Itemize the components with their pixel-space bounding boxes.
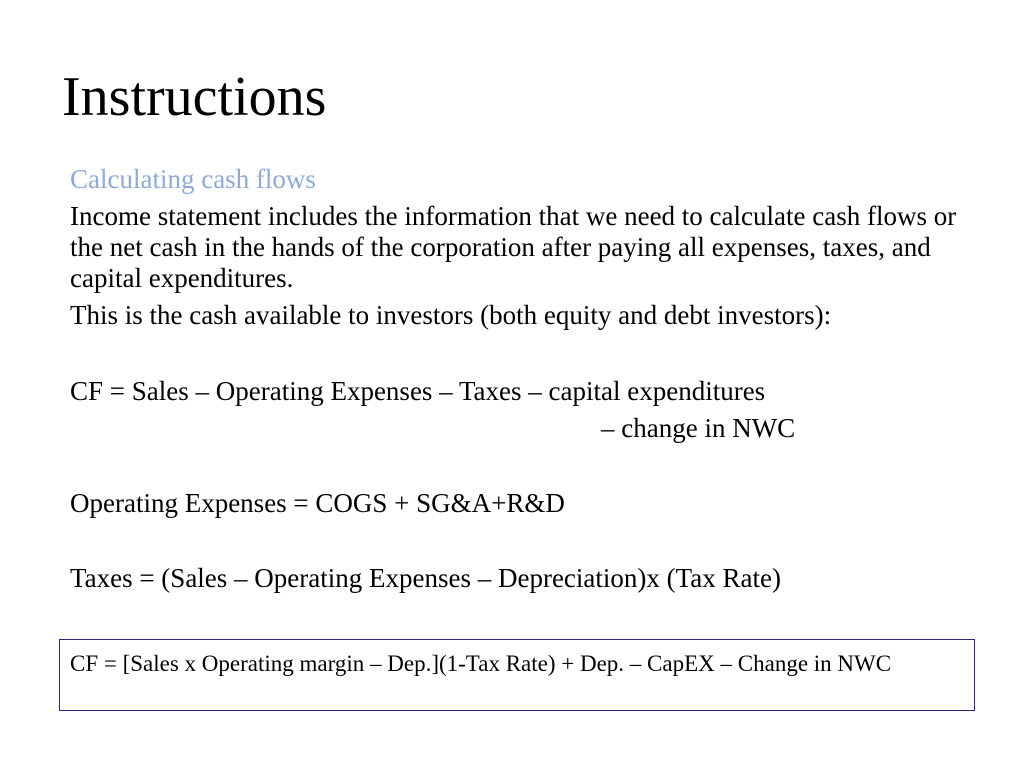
operating-expenses-formula: Operating Expenses = COGS + SG&A+R&D [70,488,565,518]
paragraph-cash-available: This is the cash available to investors (both equity and debt investors): [70,300,832,330]
spacer [70,337,960,376]
cf-formula-line-1: CF = Sales – Operating Expenses – Taxes – capital expenditures [70,376,766,406]
paragraph-income-statement: Income statement includes the information that we need to calculate cash flows or the net cash in the hands of the corporation after paying all expenses, taxes, and capital expenditures. [70,201,957,293]
boxed-cf-formula: CF = [Sales x Operating margin – Dep.](1-Tax Rate) + Dep. – CapEX – Change in NWC [59,639,975,711]
spacer [70,444,960,488]
spacer [70,519,960,563]
taxes-formula: Taxes = (Sales – Operating Expenses – Depreciation)x (Tax Rate) [70,563,781,593]
slide-content [70,164,960,594]
slide-title: Instructions [62,66,327,128]
subheading: Calculating cash flows [70,164,316,194]
cf-formula-line-2: – change in NWC [601,413,796,443]
